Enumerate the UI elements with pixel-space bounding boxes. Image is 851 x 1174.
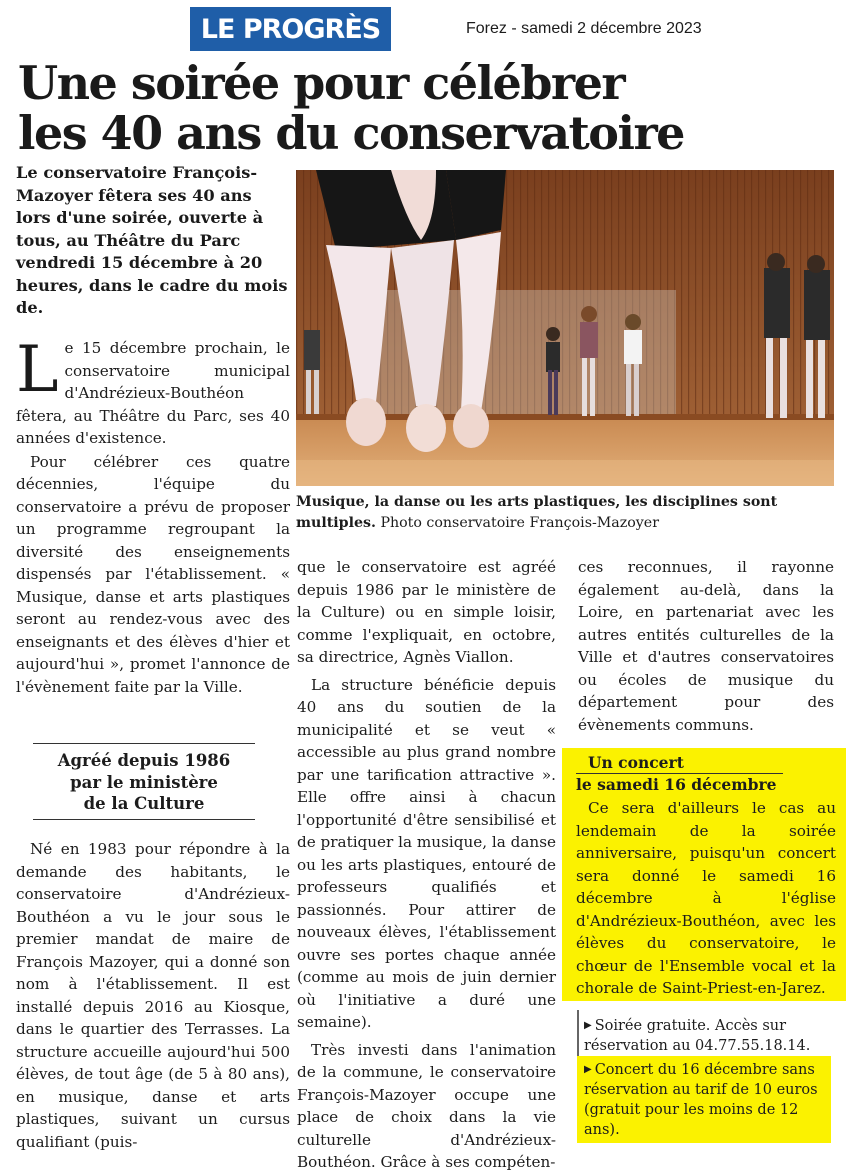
drop-cap: L (16, 333, 59, 407)
info-item-1-text: Soirée gratuite. Accès sur réservation au 04.77.55.18.14. (584, 1018, 811, 1054)
subhead-line-1: Agréé depuis 1986 (57, 751, 231, 770)
section-subhead (33, 743, 255, 820)
article-column-2 (297, 556, 556, 1174)
dance-studio-image (296, 170, 834, 486)
edition-date: Forez - samedi 2 décembre 2023 (466, 20, 702, 37)
article-column-1-bottom (16, 838, 290, 1153)
photo-credit: Photo conservatoire François-Mazoyer (380, 514, 659, 531)
concert-title (576, 752, 836, 795)
subhead-line-3: de la Culture (83, 794, 205, 813)
paragraph-4: La structure bénéficie depuis 40 ans du soutien de la municipalité et se veut « accessible au plus grand nombre par une tarification attractive ». Elle offre ainsi à chacun l'opportunité d'être sensibilisé et de pratiquer la musique, la danse ou les arts plastiques, entouré de professeurs qualifiés et passionnés. Pour attirer de nouveaux élèves, l'établissement ouvre ses portes chaque année (comme au mois de juin dernier où l'initiative a duré une semaine). (297, 675, 556, 1031)
info-item-concert-price (584, 1060, 820, 1140)
article-column-1 (16, 333, 290, 698)
photo-caption (296, 492, 836, 533)
info-item-free-evening (584, 1016, 824, 1056)
headline-line-2: les 40 ans du conservatoire (18, 106, 684, 160)
concert-text: Ce sera d'ailleurs le cas au lendemain de la soirée anniversaire, puisqu'un concert sera donné le samedi 16 décembre à l'église d'Andrézieux-Bouthéon, avec les élèves du conservatoire, le chœur de l'Ensemble vocal et la chorale de Saint-Priest-en-Jarez. (576, 799, 836, 997)
info-item-2-text: Concert du 16 décembre sans réservation au tarif de 10 euros (gratuit pour les moins de 12 ans). (584, 1062, 818, 1138)
subhead-line-2: par le ministère (70, 772, 218, 792)
paragraph-5-continued: ces reconnues, il rayonne également au-delà, dans la Loire, en partenariat avec les autres entités culturelles de la Ville et d'autres conservatoires ou écoles de musique du département pour des évènements communs. (578, 558, 834, 734)
article-photo (296, 170, 834, 486)
caption-text: Musique, la danse ou les arts plastiques, les disciplines sont multiples. (296, 494, 778, 531)
headline-line-1: Une soirée pour célébrer (18, 56, 625, 110)
triangle-bullet-icon: ▶ (584, 1020, 592, 1031)
headline (18, 58, 838, 158)
paragraph-5: Très investi dans l'animation de la commune, le conservatoire François-Mazoyer occupe une place de choix dans la vie culturelle d'Andrézieux-Bouthéon. Grâce à ses compéten- (297, 1040, 556, 1171)
triangle-bullet-icon: ▶ (584, 1064, 592, 1075)
paragraph-1 (16, 333, 290, 450)
concert-box (576, 752, 836, 1000)
paragraph-3-continued: que le conservatoire est agréé depuis 1986 par le ministère de la Culture) ou en simple loisir, comme l'expliquait, en octobre, sa directrice, Agnès Viallon. (297, 558, 556, 666)
newspaper-logo: LE PROGRÈS (190, 7, 391, 51)
paragraph-1-text: e 15 décembre prochain, le conservatoire municipal d'Andrézieux-Bouthéon fêtera, au Théâtre du Parc, ses 40 années d'existence. (16, 339, 290, 447)
concert-title-line-2: le samedi 16 décembre (576, 773, 783, 795)
paragraph-2: Pour célébrer ces quatre décennies, l'équipe du conservatoire a prévu de proposer un programme regroupant la diversité des enseignements dispensés par l'établissement. « Musique, danse et arts plastiques seront au rendez-vous avec des enseignants et des élèves d'hier et aujourd'hui », promet l'annonce de l'évènement faite par la Ville. (16, 452, 290, 696)
article-column-3 (578, 556, 834, 736)
concert-title-line-1: Un concert (588, 753, 684, 772)
article-lead: Le conservatoire François-Mazoyer fêtera ses 40 ans lors d'une soirée, ouverte à tous, au Théâtre du Parc vendredi 15 décembre à 20 heures, dans le cadre du mois de. (16, 163, 288, 317)
paragraph-3: Né en 1983 pour répondre à la demande des habitants, le conservatoire d'Andrézieux-Bouthéon a vu le jour sous le premier mandat de maire de François Mazoyer, qui a donné son nom à l'établissement. Il est installé depuis 2016 au Kiosque, dans le quartier des Terrasses. La structure accueille aujourd'hui 500 élèves, de tout âge (de 5 à 80 ans), en musique, danse et arts plastiques, suivant un cursus qualifiant (puis- (16, 840, 290, 1151)
info-rule (577, 1010, 579, 1056)
